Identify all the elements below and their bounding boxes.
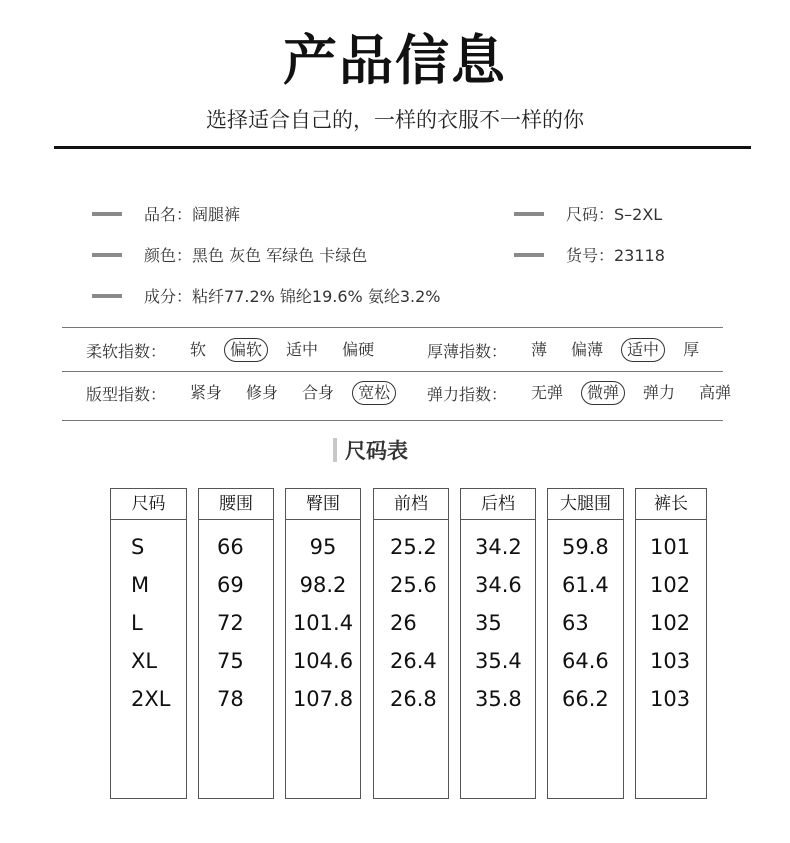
info-name-text: 品名：阔腿裤 — [144, 205, 241, 224]
size-cell: 61.4 — [562, 573, 609, 597]
size-cell: 25.2 — [390, 535, 437, 559]
page-subtitle: 选择适合自己的，一样的衣服不一样的你 — [206, 108, 584, 132]
indices-divider — [62, 371, 723, 372]
index-option: 弹力 — [643, 383, 676, 402]
size-cell: 78 — [217, 687, 244, 711]
size-cell: 102 — [650, 573, 691, 597]
size-column-header: 后档 — [461, 489, 535, 520]
size-column — [547, 488, 624, 799]
index-option-selected: 偏软 — [224, 338, 268, 362]
size-cell: 35.8 — [475, 687, 522, 711]
index-option: 偏硬 — [342, 340, 375, 359]
size-cell: 72 — [217, 611, 244, 635]
size-column — [635, 488, 707, 799]
size-column-header: 前档 — [374, 489, 448, 520]
dash-icon — [514, 253, 544, 257]
size-cell: 95 — [309, 535, 337, 559]
size-cell: 2XL — [131, 687, 171, 711]
info-material-text: 成分：粘纤77.2% 锦纶19.6% 氨纶3.2% — [144, 287, 441, 306]
index-label: 柔软指数： — [86, 341, 167, 361]
size-cell: 63 — [562, 611, 589, 635]
size-cell: 64.6 — [562, 649, 609, 673]
size-cell: 59.8 — [562, 535, 609, 559]
info-material — [92, 284, 440, 307]
index-option: 高弹 — [699, 383, 732, 402]
dash-icon — [92, 294, 122, 298]
dash-icon — [92, 253, 122, 257]
size-cell: XL — [131, 649, 158, 673]
size-cell: 107.8 — [292, 687, 354, 711]
size-column-header: 尺码 — [111, 489, 186, 520]
size-column — [460, 488, 536, 799]
page-title: 产品信息 — [283, 29, 507, 92]
size-column-header: 裤长 — [636, 489, 706, 520]
index-option: 紧身 — [190, 383, 223, 402]
size-cell: 35 — [475, 611, 502, 635]
index-option-selected: 宽松 — [352, 381, 396, 405]
size-table-title — [333, 437, 408, 463]
index-option: 厚 — [683, 340, 700, 359]
size-cell: 103 — [650, 687, 691, 711]
size-cell: 25.6 — [390, 573, 437, 597]
size-cell: 102 — [650, 611, 691, 635]
size-table-title-text: 尺码表 — [345, 439, 408, 463]
size-column-header: 腰围 — [199, 489, 273, 520]
size-cell: 35.4 — [475, 649, 522, 673]
title-bar — [333, 438, 337, 462]
index-elasticity — [427, 379, 749, 407]
size-cell: 98.2 — [299, 573, 347, 597]
size-cell: 26.4 — [390, 649, 437, 673]
info-colors — [92, 243, 367, 266]
index-thickness — [427, 336, 717, 364]
size-cell: 34.2 — [475, 535, 522, 559]
index-option: 修身 — [246, 383, 279, 402]
info-size-range-text: 尺码：S–2XL — [566, 205, 663, 224]
index-fit — [86, 379, 408, 407]
size-cell: 34.6 — [475, 573, 522, 597]
size-cell: 26.8 — [390, 687, 437, 711]
index-option-selected: 适中 — [621, 338, 665, 362]
size-cell: 75 — [217, 649, 244, 673]
size-cell: 66 — [217, 535, 244, 559]
size-cell: M — [131, 573, 150, 597]
index-softness — [86, 336, 392, 364]
index-option: 无弹 — [531, 383, 564, 402]
index-option: 合身 — [302, 383, 335, 402]
size-cell: L — [131, 611, 143, 635]
info-item-no-text: 货号：23118 — [566, 246, 665, 265]
header-divider — [54, 146, 751, 149]
index-label: 厚薄指数： — [427, 341, 508, 361]
index-option: 软 — [190, 340, 207, 359]
index-option: 适中 — [286, 340, 319, 359]
size-cell: 101 — [650, 535, 691, 559]
info-size-range — [514, 202, 662, 225]
info-item-no — [514, 243, 665, 266]
index-option-selected: 微弹 — [581, 381, 625, 405]
size-cell: 101.4 — [292, 611, 354, 635]
size-cell: 66.2 — [562, 687, 609, 711]
size-cell: 26 — [390, 611, 417, 635]
size-column — [198, 488, 274, 799]
index-option: 薄 — [531, 340, 548, 359]
index-option: 偏薄 — [571, 340, 604, 359]
size-cell: S — [131, 535, 145, 559]
size-column-header: 臀围 — [286, 489, 360, 520]
size-cell: 104.6 — [292, 649, 354, 673]
size-column — [285, 488, 361, 799]
info-name — [92, 202, 240, 225]
dash-icon — [92, 212, 122, 216]
size-column — [373, 488, 449, 799]
index-label: 版型指数： — [86, 384, 167, 404]
size-column — [110, 488, 187, 799]
index-label: 弹力指数： — [427, 384, 508, 404]
info-colors-text: 颜色：黑色 灰色 军绿色 卡绿色 — [144, 246, 368, 265]
size-cell: 69 — [217, 573, 244, 597]
dash-icon — [514, 212, 544, 216]
size-cell: 103 — [650, 649, 691, 673]
size-column-header: 大腿围 — [548, 489, 623, 520]
